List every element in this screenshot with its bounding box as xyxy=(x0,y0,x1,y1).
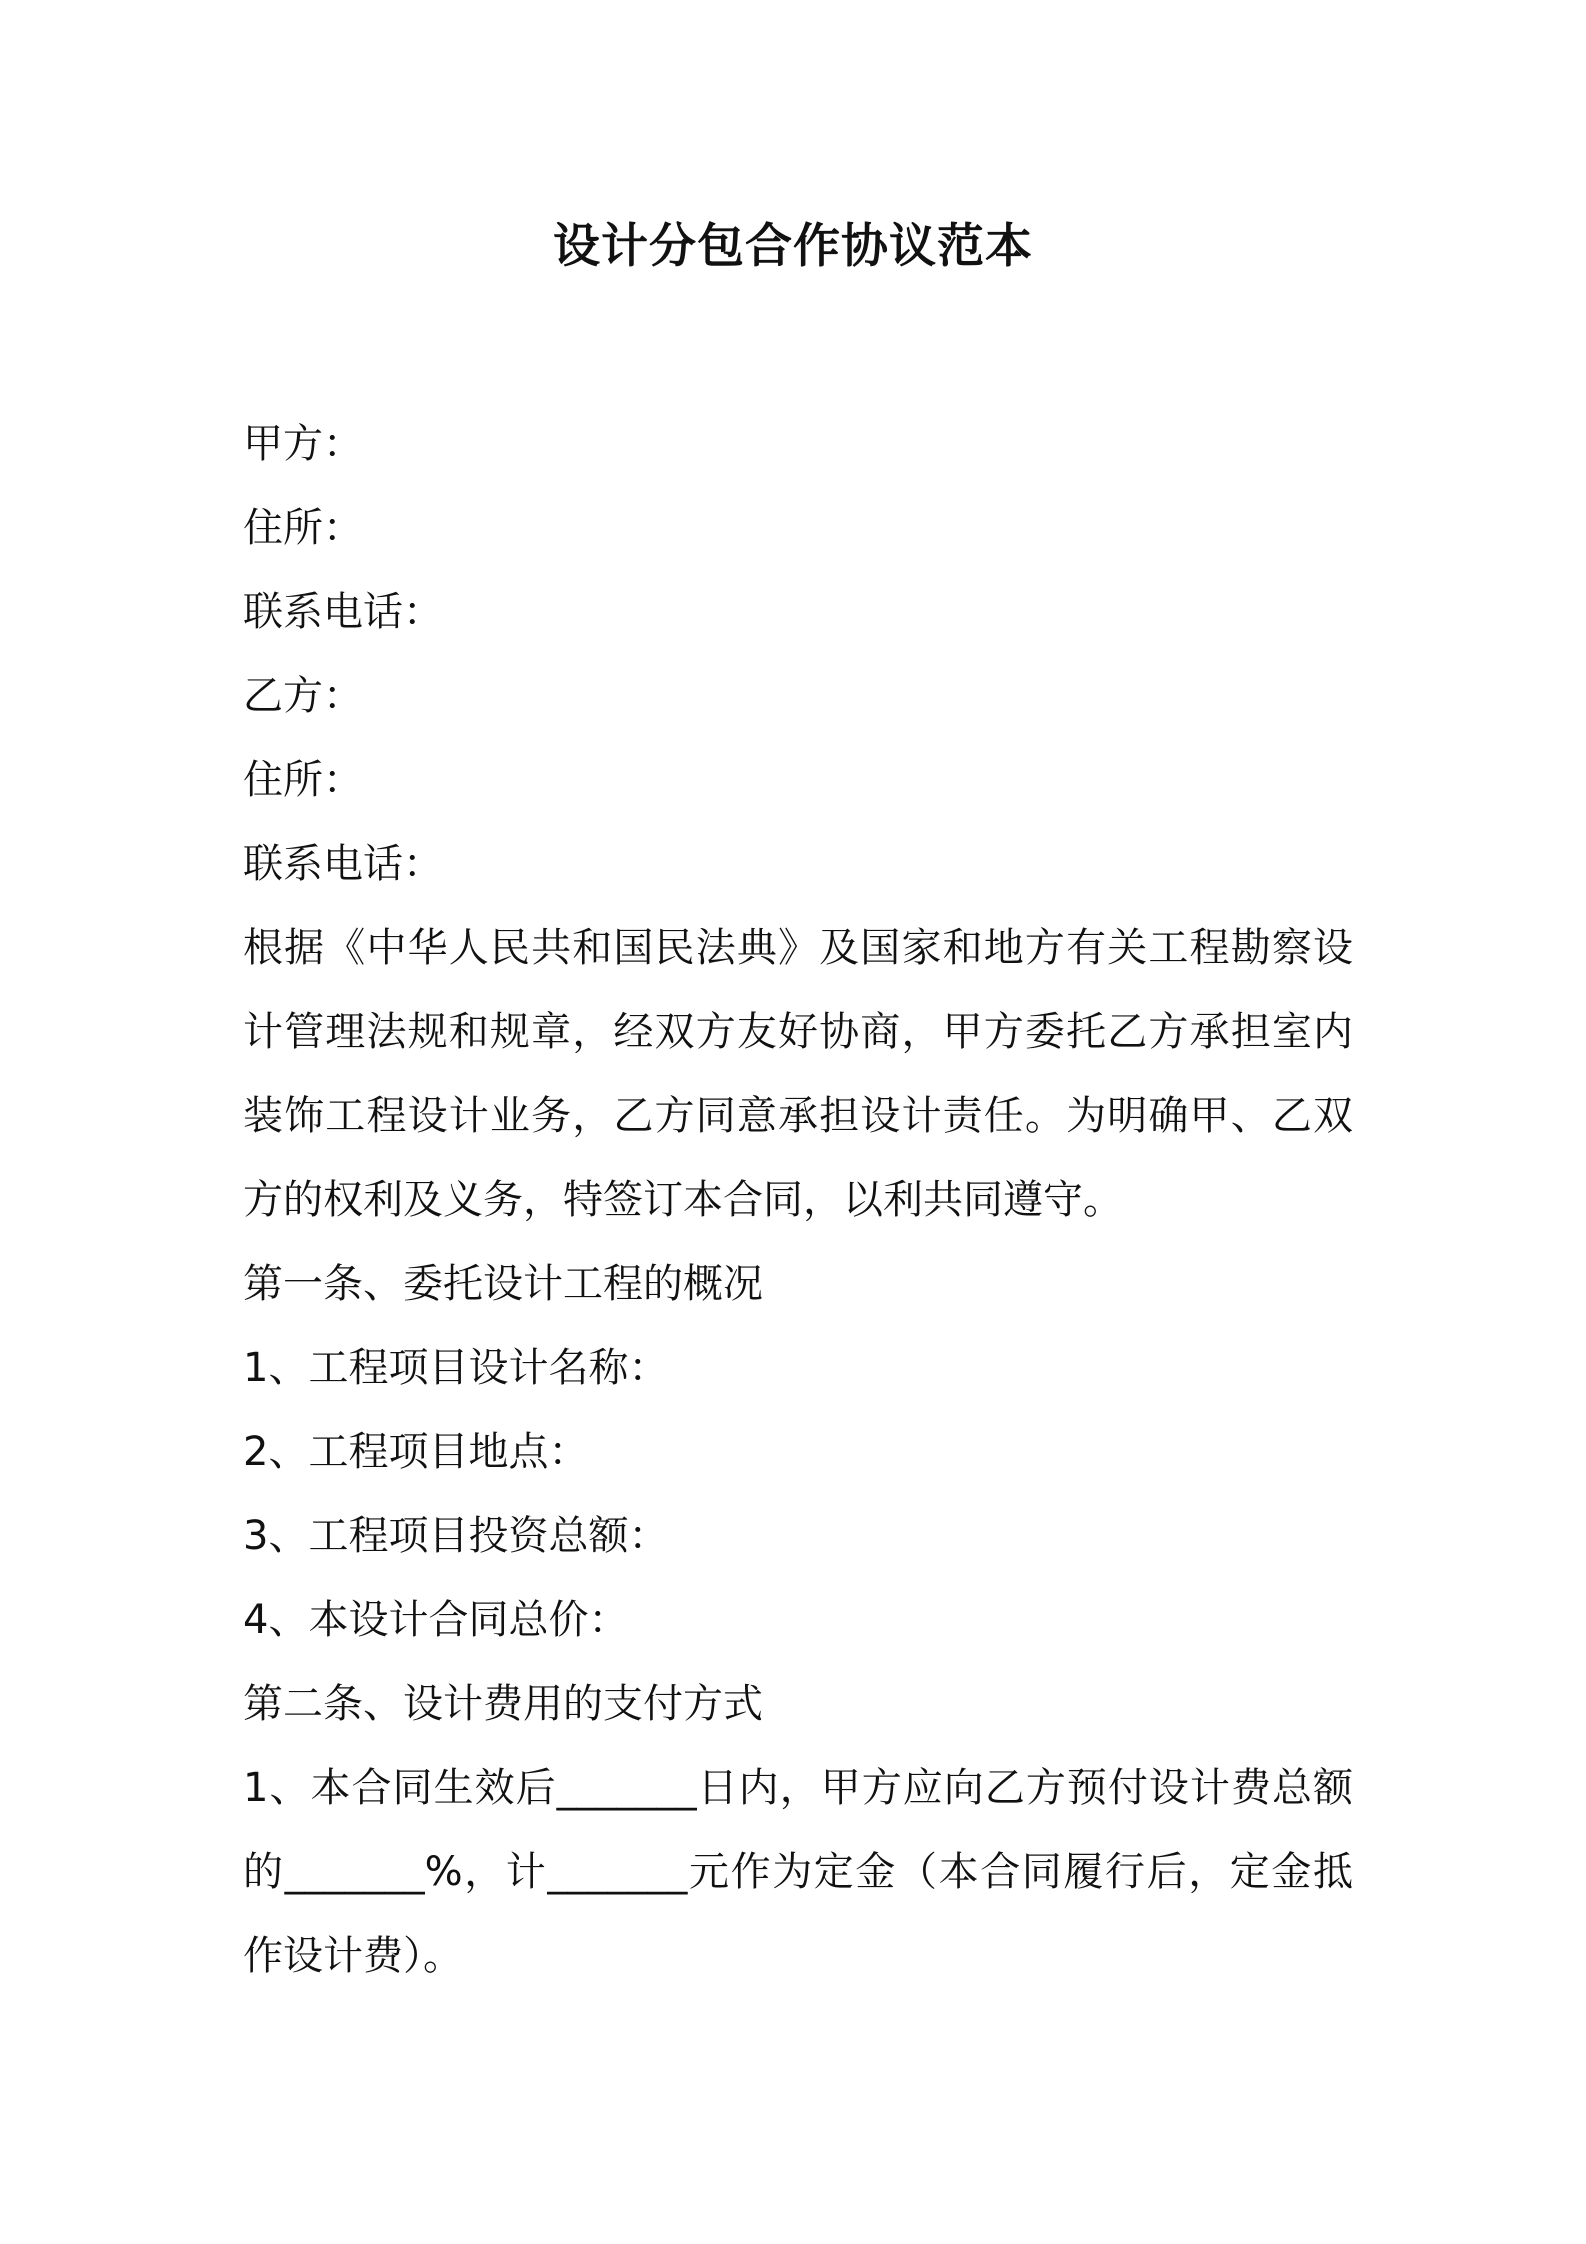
article-1-item-contract-price: 4、本设计合同总价： xyxy=(243,1597,629,1643)
party-b-name-label: 乙方： xyxy=(243,673,363,719)
article-1-item-project-location: 2、工程项目地点： xyxy=(243,1429,589,1475)
party-a-name-label: 甲方： xyxy=(243,421,363,467)
article-2-item-1-paragraph: 1、本合同生效后_______日内，甲方应向乙方预付设计费总额的_______%，计_______元作为定金（本合同履行后，定金抵作设计费）。 xyxy=(243,1765,1353,1979)
article-2-heading: 第二条、设计费用的支付方式 xyxy=(243,1681,763,1727)
party-b-address-label: 住所： xyxy=(243,757,363,803)
preamble-paragraph: 根据《中华人民共和国民法典》及国家和地方有关工程勘察设计管理法规和规章，经双方友好协商，甲方委托乙方承担室内装饰工程设计业务，乙方同意承担设计责任。为明确甲、乙双方的权利及义务，特签订本合同，以利共同遵守。 xyxy=(243,925,1353,1223)
party-b-phone-label: 联系电话： xyxy=(243,841,443,887)
party-a-address-label: 住所： xyxy=(243,505,363,551)
document-body xyxy=(243,402,1353,1998)
document-title: 设计分包合作协议范本 xyxy=(553,219,1033,274)
article-1-heading: 第一条、委托设计工程的概况 xyxy=(243,1261,763,1307)
article-1-item-investment-total: 3、工程项目投资总额： xyxy=(243,1513,669,1559)
party-a-phone-label: 联系电话： xyxy=(243,589,443,635)
article-1-item-project-name: 1、工程项目设计名称： xyxy=(243,1345,669,1391)
